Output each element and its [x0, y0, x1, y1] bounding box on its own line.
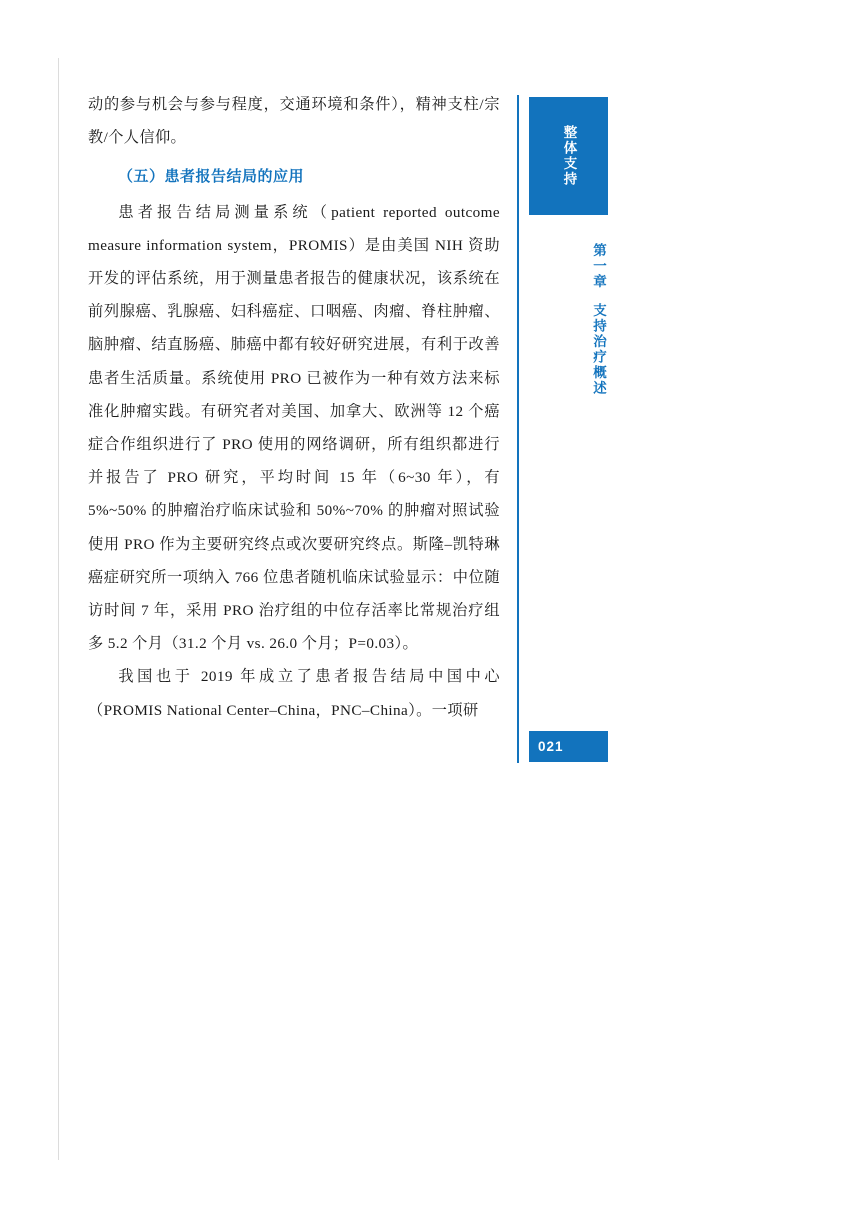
side-tab-label: 整体支持: [561, 125, 577, 187]
page-number-box: [529, 731, 608, 762]
chapter-marker: [529, 232, 608, 407]
text-column: [88, 88, 500, 727]
paragraph-promis: 患者报告结局测量系统（patient reported outcome measure information system，PROMIS）是由美国 NIH 资助开发的评估系统，用于测量患者报告的健康状况，该系统在前列腺癌、乳腺癌、妇科癌症、口咽癌、肉瘤、脊柱肿瘤、脑肿瘤、结直肠癌、肺癌中都有较好研究进展，有利于改善患者生活质量。系统使用 PRO 已被作为一种有效方法来标准化肿瘤实践。有研究者对美国、加拿大、欧洲等 12 个癌症合作组织进行了 PRO 使用的网络调研，所有组织都进行并报告了 PRO 研究，平均时间 15 年（6~30 年），有 5%~50% 的肿瘤治疗临床试验和 50%~70% 的肿瘤对照试验使用 PRO 作为主要研究终点或次要研究终点。斯隆–凯特琳癌症研究所一项纳入 766 位患者随机临床试验显示：中位随访时间 7 年，采用 PRO 治疗组的中位存活率比常规治疗组多 5.2 个月（31.2 个月 vs. 26.0 个月；P=0.03）。: [88, 203, 500, 653]
column-separator-rule: [517, 95, 519, 763]
page-number: 021: [538, 739, 564, 754]
chapter-title: 支持治疗概述: [591, 303, 606, 397]
page-left-rule: [58, 58, 59, 1160]
paragraph-continued: 动的参与机会与参与程度，交通环境和条件），精神支柱/宗教/个人信仰。: [88, 96, 500, 147]
paragraph-china: 我国也于 2019 年成立了患者报告结局中国中心（PROMIS National Center–China，PNC–China）。一项研: [88, 668, 500, 719]
chapter-number: 第一章: [591, 242, 606, 290]
side-tab-block: [529, 97, 608, 215]
section-heading: （五）患者报告结局的应用: [118, 168, 305, 186]
